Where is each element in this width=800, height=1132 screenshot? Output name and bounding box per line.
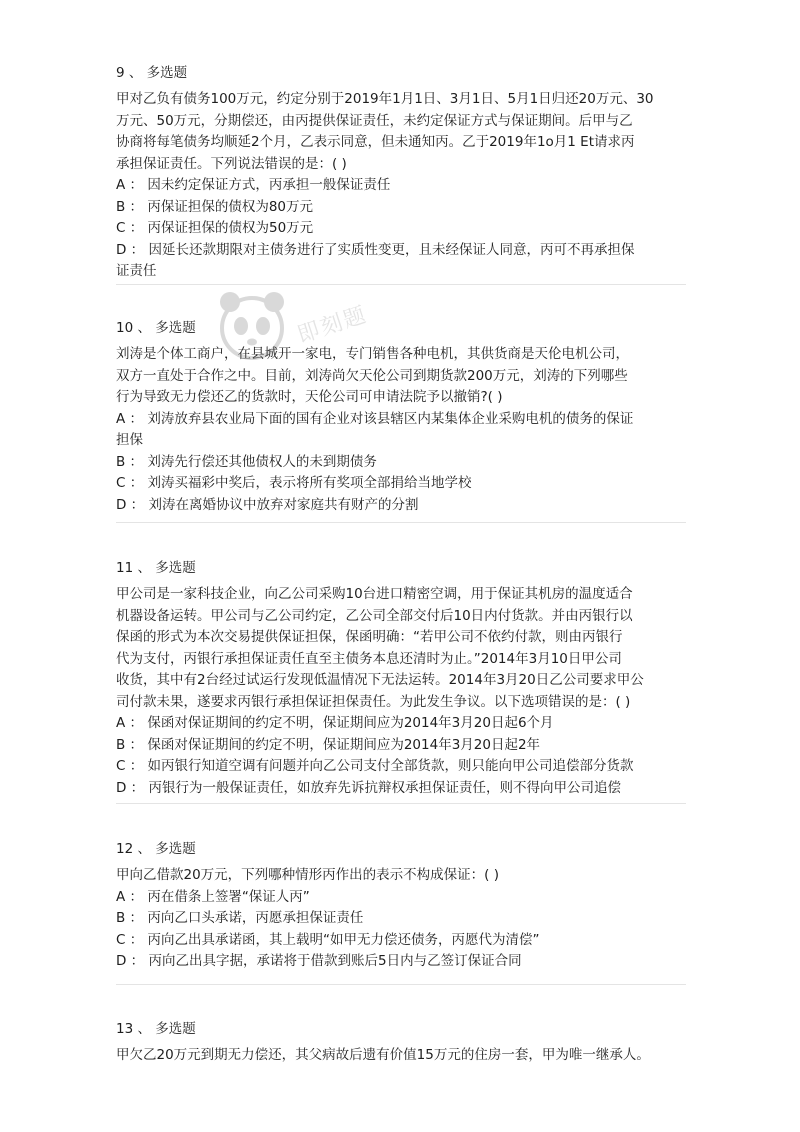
question-11 — [116, 558, 686, 799]
stem-line: 甲欠乙20万元到期无力偿还，其父病故后遗有价值15万元的住房一套，甲为唯一继承人。 — [116, 1047, 650, 1063]
question-header: 9 、 多选题 — [116, 65, 188, 81]
question-header: 13 、 多选题 — [116, 1021, 196, 1037]
question-header: 11 、 多选题 — [116, 560, 196, 576]
question-divider — [116, 984, 686, 985]
question-divider — [116, 284, 686, 285]
option-a[interactable]: A ： 丙在借条上签署“保证人丙” — [116, 888, 310, 905]
stem-line: 司付款未果，遂要求丙银行承担保证担保责任。为此发生争议。以下选项错误的是：( ) — [116, 693, 631, 710]
question-header: 10 、 多选题 — [116, 320, 196, 336]
option-d[interactable]: D ： 丙向乙出具字据，承诺将于借款到账后5日内与乙签订保证合同 — [116, 953, 522, 969]
option-line: D ： 因延长还款期限对主债务进行了实质性变更，且未经保证人同意，丙可不再承担保 — [116, 241, 635, 258]
option-a[interactable]: A ： 保函对保证期间的约定不明，保证期间应为2014年3月20日起6个月 — [116, 715, 554, 731]
option-c[interactable]: C ： 丙保证担保的债权为50万元 — [116, 220, 314, 236]
option-a[interactable]: A ： 因未约定保证方式，丙承担一般保证责任 — [116, 177, 391, 193]
question-header: 12 、 多选题 — [116, 841, 196, 857]
option-c[interactable]: C ： 如丙银行知道空调有问题并向乙公司支付全部货款，则只能向甲公司追偿部分货款 — [116, 758, 634, 774]
option-b[interactable]: B ： 刘涛先行偿还其他债权人的未到期债务 — [116, 453, 377, 470]
option-line: A ： 刘涛放弃县农业局下面的国有企业对该县辖区内某集体企业采购电机的债务的保证 — [116, 410, 634, 427]
option-c[interactable]: C ： 丙向乙出具承诺函，其上载明“如甲无力偿还债务，丙愿代为清偿” — [116, 931, 540, 948]
question-13 — [116, 1019, 706, 1067]
stem-line: 甲对乙负有债务100万元，约定分别于2019年1月1日、3月1日、5月1日归还20万元、30 — [116, 91, 654, 107]
stem-line: 行为导致无力偿还乙的货款时，天伦公司可申请法院予以撤销?( ) — [116, 389, 503, 405]
stem-line: 协商将每笔债务均顺延2个月，乙表示同意，但未通知丙。乙于2019年1o月1 Et请求丙 — [116, 134, 635, 150]
option-line: 担保 — [116, 432, 143, 448]
stem-line: 甲向乙借款20万元，下列哪种情形丙作出的表示不构成保证：( ) — [116, 867, 500, 883]
stem-line: 双方一直处于合作之中。目前，刘涛尚欠天伦公司到期货款200万元，刘涛的下列哪些 — [116, 367, 628, 384]
stem-line: 刘涛是个体工商户，在县城开一家电，专门销售各种电机，其供货商是天伦电机公司， — [116, 346, 629, 362]
option-a[interactable] — [116, 409, 686, 452]
stem-line: 甲公司是一家科技企业，向乙公司采购10台进口精密空调，用于保证其机房的温度适合 — [116, 586, 633, 602]
option-d[interactable]: D ： 丙银行为一般保证责任，如放弃先诉抗辩权承担保证责任，则不得向甲公司追偿 — [116, 779, 621, 796]
question-12 — [116, 839, 686, 973]
stem-line: 收货，其中有2台经过试运行发现低温情况下无法运转。2014年3月20日乙公司要求甲公 — [116, 672, 644, 688]
question-divider — [116, 522, 686, 523]
question-10 — [116, 318, 686, 516]
question-9 — [116, 63, 686, 283]
stem-line: 保函的形式为本次交易提供保证担保，保函明确：“若甲公司不依约付款，则由丙银行 — [116, 629, 623, 645]
watermark-text: 即刻题 — [294, 302, 371, 349]
option-b[interactable]: B ： 保函对保证期间的约定不明，保证期间应为2014年3月20日起2年 — [116, 736, 541, 753]
option-d[interactable]: D ： 刘涛在离婚协议中放弃对家庭共有财产的分割 — [116, 496, 419, 513]
option-c[interactable]: C ： 刘涛买福彩中奖后，表示将所有奖项全部捐给当地学校 — [116, 475, 472, 491]
stem-line: 万元、50万元，分期偿还，由丙提供保证责任，未约定保证方式与保证期间。后甲与乙 — [116, 112, 633, 129]
option-d[interactable] — [116, 240, 686, 283]
stem-line: 代为支付，丙银行承担保证责任直至主债务本息还清时为止。”2014年3月10日甲公司 — [116, 650, 622, 667]
option-b[interactable]: B ： 丙保证担保的债权为80万元 — [116, 198, 314, 215]
stem-line: 机器设备运转。甲公司与乙公司约定，乙公司全部交付后10日内付货款。并由丙银行以 — [116, 607, 633, 624]
option-line: 证责任 — [116, 263, 157, 279]
option-b[interactable]: B ： 丙向乙口头承诺，丙愿承担保证责任 — [116, 910, 364, 926]
question-divider — [116, 803, 686, 804]
stem-line: 承担保证责任。下列说法错误的是：( ) — [116, 155, 347, 172]
